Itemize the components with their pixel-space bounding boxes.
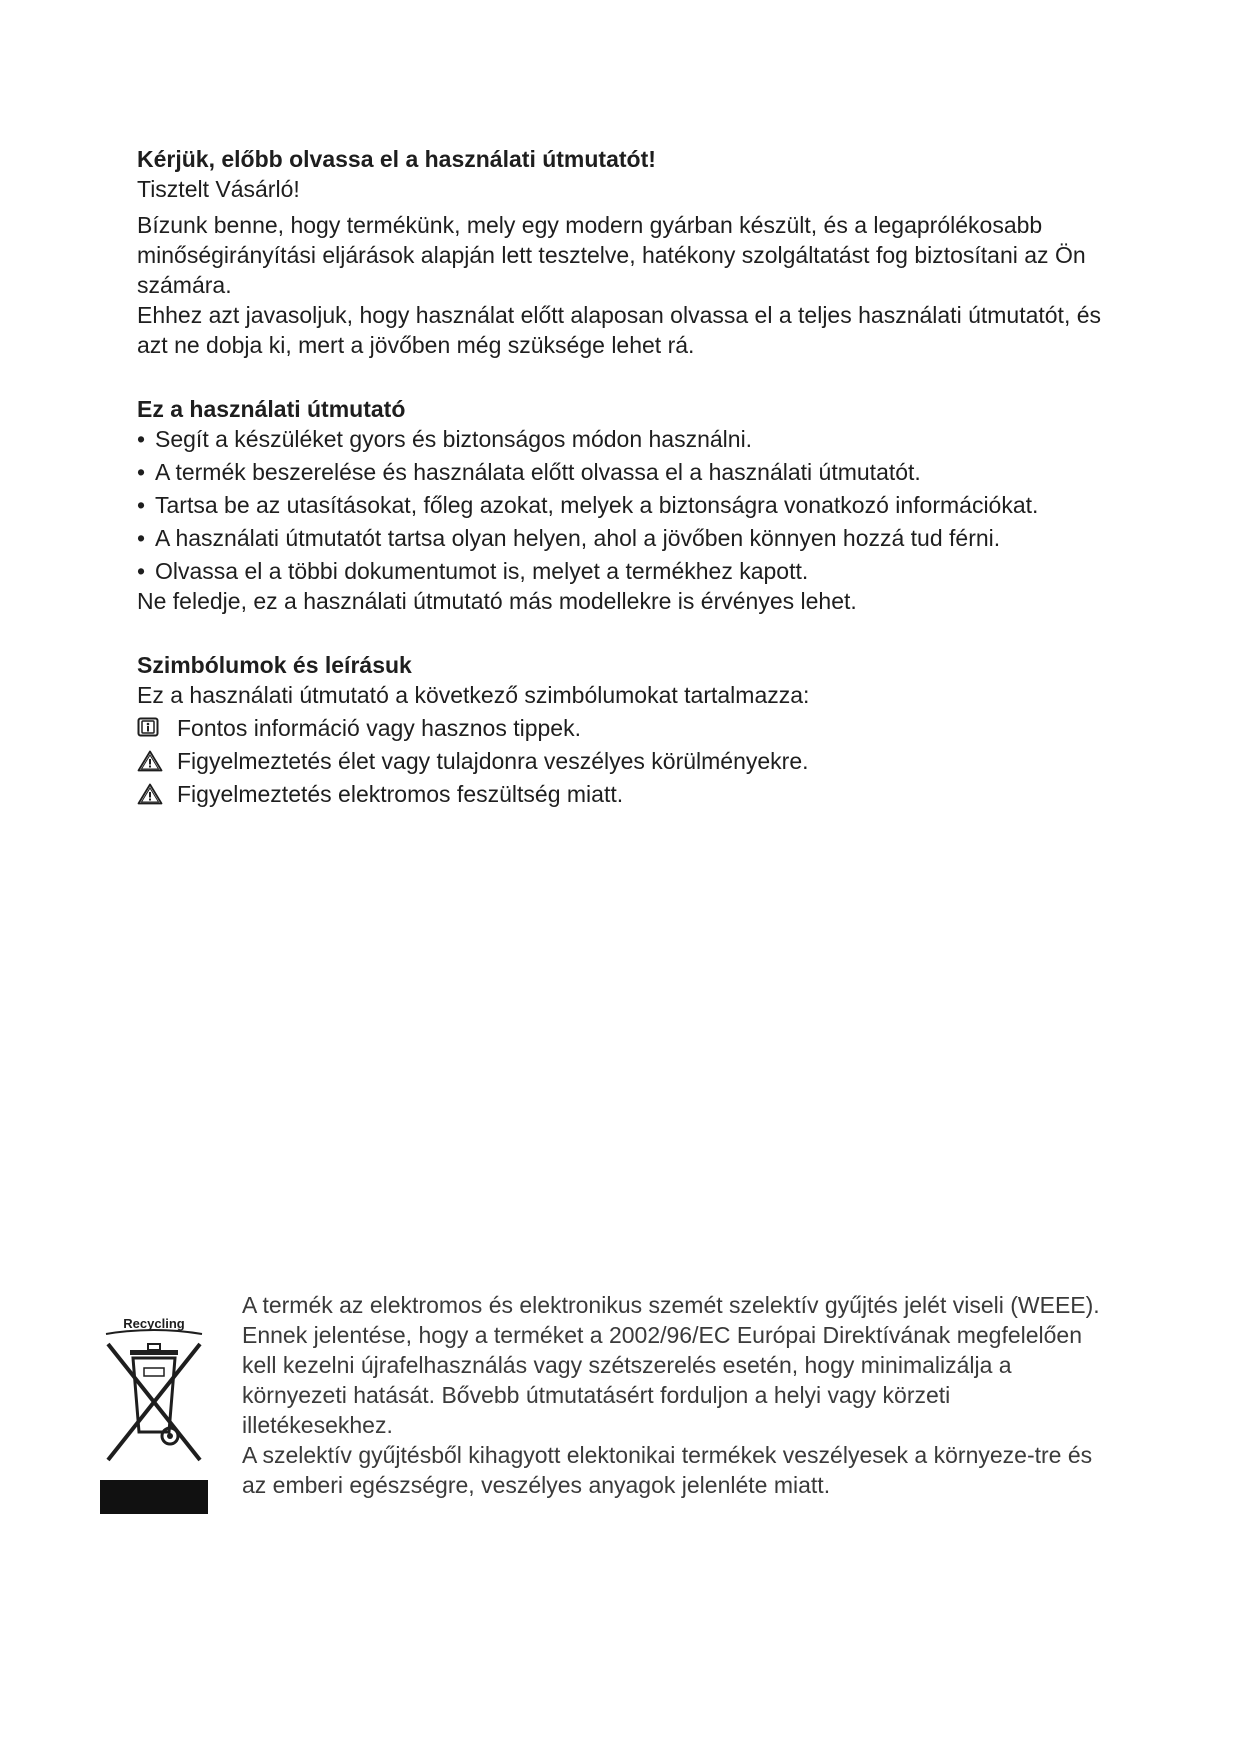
info-icon: [137, 713, 177, 743]
greeting: Tisztelt Vásárló!: [137, 176, 300, 202]
weee-logo-label: Recycling: [123, 1316, 185, 1331]
bullet-glyph: •: [137, 558, 146, 584]
list-item: [137, 490, 1117, 520]
manual-bullet-list: [137, 424, 1117, 586]
bullet-glyph: •: [137, 525, 146, 551]
bullet-glyph: •: [137, 459, 146, 485]
symbol-text: Fontos információ vagy hasznos tippek.: [177, 715, 581, 741]
symbol-text: Figyelmeztetés élet vagy tulajdonra veszélyes körülményekre.: [177, 748, 809, 774]
manual-note: Ne feledje, ez a használati útmutató más modellekre is érvényes lehet.: [137, 588, 857, 614]
document-body: [137, 144, 1117, 809]
bullet-text: Tartsa be az utasításokat, főleg azokat, melyek a biztonságra vonatkozó információkat.: [155, 492, 1039, 518]
weee-text: [242, 1290, 1102, 1500]
intro-paragraph-1: Bízunk benne, hogy termékünk, mely egy modern gyárban készült, és a legaprólékosabb minőségirányítási eljárások alapján lett tesztelve, hatékony szolgáltatást fog biztosítani az Ön számára.: [137, 212, 1086, 298]
symbols-intro: Ez a használati útmutató a következő szimbólumokat tartalmazza:: [137, 682, 810, 708]
intro-heading: Kérjük, előbb olvassa el a használati útmutatót!: [137, 146, 656, 172]
weee-paragraph-2: Ennek jelentése, hogy a terméket a 2002/96/EC Európai Direktívának megfelelően kell kezelni újrafelhasználás vagy szétszerelés esetén, hogy minimalizálja a környezeti hatását. Bővebb útmutatásért forduljon a helyi vagy körzeti illetékesekhez.: [242, 1322, 1083, 1438]
weee-section: [100, 1290, 1100, 1550]
bullet-text: A termék beszerelése és használata előtt olvassa el a használati útmutatót.: [155, 459, 921, 485]
symbol-row-info: [137, 713, 1117, 743]
list-item: [137, 523, 1117, 553]
bullet-text: Segít a készüléket gyors és biztonságos módon használni.: [155, 426, 753, 452]
bullet-text: A használati útmutatót tartsa olyan helyen, ahol a jövőben könnyen hozzá tud férni.: [155, 525, 1001, 551]
warning-triangle-icon: [137, 779, 177, 809]
symbols-heading: Szimbólumok és leírásuk: [137, 652, 412, 678]
intro-paragraph-2: Ehhez azt javasoljuk, hogy használat előtt alaposan olvassa el a teljes használati útmutatót, és azt ne dobja ki, mert a jövőben még szüksége lehet rá.: [137, 302, 1102, 358]
bullet-glyph: •: [137, 426, 146, 452]
weee-paragraph-3: A szelektív gyűjtésből kihagyott elektonikai termékek veszélyesek a környeze-tre és az emberi egészségre, veszélyes anyagok jelenléte miatt.: [242, 1442, 1093, 1498]
bullet-glyph: •: [137, 492, 146, 518]
warning-triangle-icon: [137, 746, 177, 776]
symbol-text: Figyelmeztetés elektromos feszültség miatt.: [177, 781, 624, 807]
bullet-text: Olvassa el a többi dokumentumot is, melyet a termékhez kapott.: [155, 558, 809, 584]
weee-paragraph-1: A termék az elektromos és elektronikus szemét szelektív gyűjtés jelét viseli (WEEE).: [242, 1292, 1100, 1318]
manual-heading: Ez a használati útmutató: [137, 396, 406, 422]
list-item: [137, 424, 1117, 454]
weee-recycling-logo: [100, 1312, 208, 1530]
list-item: [137, 556, 1117, 586]
symbol-row-electric-warning: [137, 779, 1117, 809]
symbol-row-warning: [137, 746, 1117, 776]
list-item: [137, 457, 1117, 487]
